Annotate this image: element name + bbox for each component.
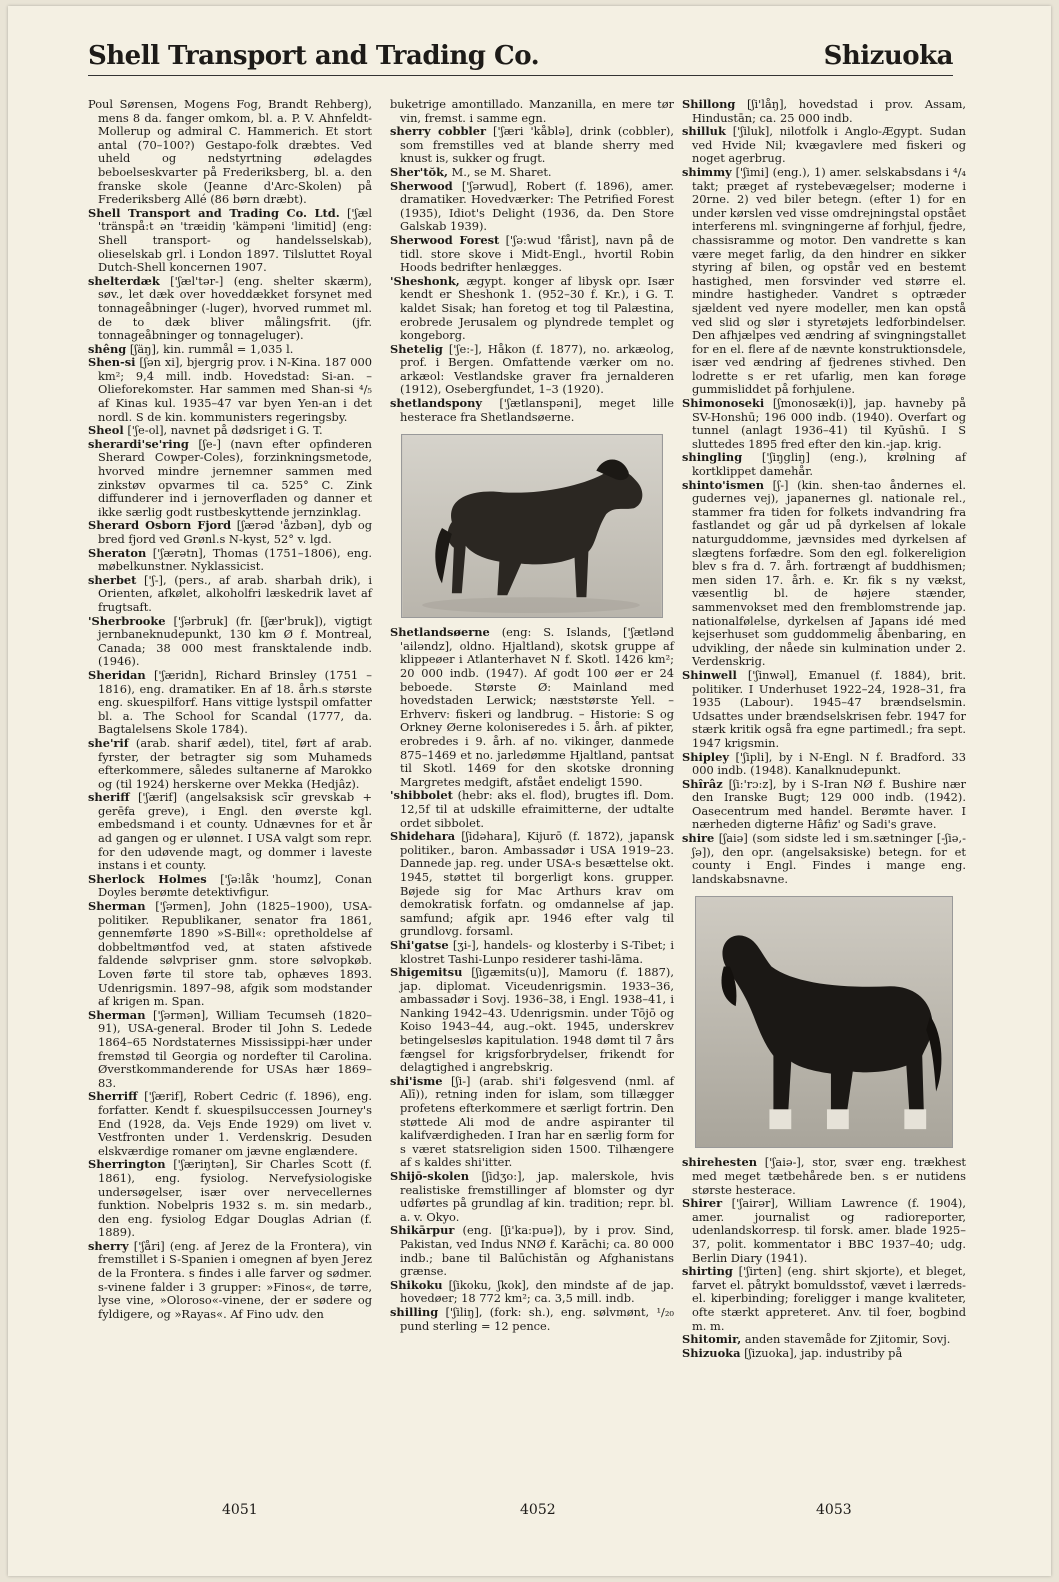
headword: shilluk <box>682 124 726 139</box>
entry-text: ægypt. konger af libysk opr. Især kendt er Sheshonk 1. (952–30 f. Kr.), i G. T. kaldet Sisak; han foretog et tog til Palæstina, erobrede Jerusalem og plyndrede templet og kongeborg. <box>400 273 674 343</box>
entry-text: buketrige amontillado. Manzanilla, en mere tør vin, fremst. i samme egn. <box>390 97 674 125</box>
entry-text: ['ʃə:låk 'houmz], Conan Doyles berømte detektivfigur. <box>98 871 373 900</box>
entry-text: (arab. sharif ædel), titel, ført af arab. fyrster, der betragter sig som Muhameds efterkommere, således sultanerne af Marokko og (til 1924) herskerne over Mekka (Hedjâz). <box>98 735 372 791</box>
entry <box>682 751 966 778</box>
headword: she'rif <box>88 735 129 750</box>
entry-text: [ʃidʒo:], jap. malerskole, hvis realistiske fremstillinger af blomster og dyr udførtes på grundlag af kin. tradition; repr. bl. a. v. Okyo. <box>400 1169 674 1224</box>
entry-text: anden stavemåde for Zjitomir, Sovj. <box>744 1332 951 1347</box>
column-2 <box>390 98 674 1333</box>
headword: Shîrâz <box>682 776 723 791</box>
entry <box>682 778 966 832</box>
header-right-title: Shizuoka <box>823 41 953 71</box>
headword: Shell Transport and Trading Co. Ltd. <box>88 205 340 220</box>
entry <box>88 1240 372 1322</box>
headword: sherry <box>88 1238 129 1253</box>
headword: Shigemitsu <box>390 965 463 980</box>
entry-text: ['ʃiluk], nilotfolk i Anglo-Ægypt. Sudan ved Hvide Nil; kvægavlere med fiskeri og noget agerbrug. <box>692 124 966 166</box>
entry <box>682 1333 966 1347</box>
entry <box>390 1279 674 1306</box>
headword: Sherwood Forest <box>390 232 500 247</box>
entry <box>390 234 674 275</box>
page-number-left: 4051 <box>222 1502 258 1518</box>
entry <box>88 1009 372 1091</box>
entry <box>88 98 372 207</box>
entry-text: ['ʃairər], William Lawrence (f. 1904), amer. journalist og radioreporter, udenlandskorresp. til forsk. amer. blade 1925–37, polit. kommentator i BBC 1937–40; udg. Berlin Diary (1941). <box>692 1196 966 1265</box>
entry <box>88 574 372 615</box>
headword: Sherman <box>88 899 146 914</box>
entry <box>682 832 966 886</box>
entry <box>682 125 966 166</box>
entry <box>390 275 674 343</box>
entry-text: [ʃmonosæk(i)], jap. havneby på SV-Honshū; 196 000 indb. (1940). Overfart og tunnel (anlagt 1936–41) til Kyūshū. I S sluttedes 1895 fred efter den kin.-jap. krig. <box>692 396 966 451</box>
headword: Shimonoseki <box>682 396 765 411</box>
entry-text: ['ʃaiə-], stor, svær eng. trækhest med meget tætbehårede ben. s er nutidens største hesterace. <box>692 1155 966 1197</box>
headword: shirehesten <box>682 1155 758 1170</box>
headword: Sher'tŏk, <box>390 164 448 179</box>
entry <box>390 98 674 125</box>
entry-text: ['ʃipli], by i N-Engl. N f. Bradford. 33 000 indb. (1948). Kanalknudepunkt. <box>692 749 966 778</box>
headword: Shipley <box>682 749 729 764</box>
entry <box>682 1347 966 1361</box>
entry-text: (eng. [ʃi'ka:puə]), by i prov. Sind, Pakistan, ved Indus NNØ f. Karāchi; ca. 80 000 indb.; bane til Balūchistān og Afghanistans grænse. <box>400 1223 674 1279</box>
headword: Shizuoka <box>682 1345 741 1360</box>
entry <box>682 479 966 669</box>
headword: Sheraton <box>88 545 147 560</box>
entry <box>88 791 372 873</box>
entry-text: [ʃi-] (arab. shi'i følgesvend (nml. af Alī)), retning inden for islam, som tillægger profetens efterkommere et særligt fortrin. Den støttede Ali mod de andre aspiranter til kalifværdigheden. I Iran har en særlig form for s været statsreligion siden 1500. Tilhængere af s kaldes shi'itter. <box>400 1073 675 1170</box>
shire-horse-illustration <box>696 897 952 1147</box>
headword: Shetelig <box>390 341 443 356</box>
entry <box>390 343 674 397</box>
entry-text: [ʃäŋ], kin. rummål = 1,035 l. <box>129 341 294 356</box>
headword: shi'isme <box>390 1073 443 1088</box>
entry <box>390 1306 674 1333</box>
entry-text: ['ʃe-ol], navnet på dødsriget i G. T. <box>127 423 323 438</box>
entry-text: ['ʃåri] (eng. af Jerez de la Frontera), vin fremstillet i S-Spanien i omegnen af byen Jerez de la Frontera. s findes i alle farver og sødmer. s-vinene falder i 3 grupper: »Finos«, de tørre, lyse vine, »Oloroso«-vinene, der er sødere og fyldigere, og »Rayas«. Af Fino udv. den <box>98 1238 372 1321</box>
entry-text: ['ʃe:-], Håkon (f. 1877), no. arkæolog, prof. i Bergen. Omfattende værker om no. arkæol: Vestlandske graver fra jernalderen (1912), Osebergfundet, 1–3 (1920). <box>400 341 674 397</box>
entry <box>682 1156 966 1197</box>
headword: 'Sherbrooke <box>88 613 166 628</box>
shetland-pony-photo <box>401 434 663 618</box>
entry-text: ['ʃərwud], Robert (f. 1896), amer. dramatiker. Hovedværker: The Petrified Forest (1935), Idiot's Delight (1936, da. Den Store Galskab 1939). <box>400 178 675 234</box>
entry-text: [ʃidəhara], Kijurō (f. 1872), japansk politiker., baron. Ambassadør i USA 1919–23. Dannede jap. reg. under USA-s besættelse okt. 1945, støttet til borgerligt kons. grupper. Bøjede sig for Mac Arthurs krav om demokratisk forfatn. og omdannelse af jap. samfund; afgik apr. 1946 efter valg til grundlovg. forsaml. <box>400 829 674 939</box>
entry <box>390 789 674 830</box>
headword: Shitomir, <box>682 1332 742 1347</box>
entry-text: ['ʃiliŋ], (fork: sh.), eng. sølvmønt, ¹/₂₀ pund sterling = 12 pence. <box>400 1304 674 1333</box>
entry <box>390 1170 674 1224</box>
entry-text: ['ʃinwəl], Emanuel (f. 1884), brit. politiker. I Underhuset 1922–24, 1928–31, fra 1935 (Labour). 1945–47 brændselsmin. Udsattes under brændselskrisen febr. 1947 for stærk kritik også fra egne partimedl.; fra sept. 1947 krigsmin. <box>692 667 967 750</box>
entry-text: ['ʃæri 'kåblə], drink (cobbler), som fremstilles ved at blande sherry med knust is, sukker og frugt. <box>400 124 674 166</box>
running-header <box>88 36 953 76</box>
column-3 <box>682 98 966 1360</box>
page-number-middle: 4052 <box>520 1502 556 1518</box>
header-left-title: Shell Transport and Trading Co. <box>88 41 540 71</box>
headword: Sherard Osborn Fjord <box>88 518 232 533</box>
entry <box>682 98 966 125</box>
headword: shirting <box>682 1264 733 1279</box>
entry <box>682 1197 966 1265</box>
entry <box>682 669 966 751</box>
headword: Sherlock Holmes <box>88 871 207 886</box>
entry-text: M., se M. Sharet. <box>451 164 552 179</box>
entry <box>88 669 372 737</box>
headword: Sheridan <box>88 667 146 682</box>
entry-text: ['ʃætlanspəni], meget lille hesterace fra Shetlandsøerne. <box>400 396 674 424</box>
encyclopedia-spread <box>8 6 1051 1576</box>
headword: Shen-si <box>88 355 136 370</box>
entry <box>88 275 372 343</box>
entry <box>88 873 372 900</box>
headword: Sherman <box>88 1007 146 1022</box>
entry <box>682 397 966 451</box>
entry-text: [ʃi'låŋ], hovedstad i prov. Assam, Hindustān; ca. 25 000 indb. <box>692 97 966 125</box>
entry-text: [ʃaiə] (som sidste led i sm.sætninger [-ʃiə,-ʃə]), den opr. (angelsaksiske) betegn. for et county i Engl. Findes i mange eng. landskabsnavne. <box>692 831 966 886</box>
entry <box>390 397 674 424</box>
entry <box>88 900 372 1009</box>
entry-text: [ʃe-] (navn efter opfinderen Sherard Cowper-Coles), forzinkningsmetode, hvorved mindre jernemner sammen med zinkstøv opvarmes til ca. 525° C. Zink diffunderer ind i jernoverfladen og danner et ikke særlig godt rustbeskyttende jernzinklag. <box>98 436 372 519</box>
entry-text: [ʒi-], handels- og klosterby i S-Tibet; i klostret Tashi-Lunpo residerer tashi-lāma. <box>400 937 674 966</box>
entry <box>88 356 372 424</box>
entry <box>88 438 372 520</box>
entry-text: [ʃ-] (kin. shen-tao åndernes el. gudernes vej), japanernes gl. nationale rel., stammer fra tiden for folkets indvandring fra fastlandet og går ud på dyrkelsen af lokale naturguddomme, jævnsides med dyrkelsen af slægtens forfædre. Som den egl. folkereligion blev s fra d. 7. årh. fortrængt af buddhismen; men siden 17. årh. e. Kr. fik s ny vækst, væsentlig bl. de højere stænder, sammenvokset med den fremblomstrende jap. nationalfølelse, dyrkelsen af Japans idé med kejserhuset som guddommelig åbenbaring, en udvikling, der nåede sin kulmination under 2. Verdenskrig. <box>692 477 967 669</box>
entry-text: ['ʃæriŋtən], Sir Charles Scott (f. 1861), eng. fysiolog. Nervefysiologiske undersøgelser, især over nervecellernes funktion. Nobelpris 1932 s. m. sin medarb., den eng. fysiolog Edgar Douglas Adrian (f. 1889). <box>98 1157 372 1240</box>
entry-text: ['ʃərmən], William Tecumseh (1820–91), USA-general. Broder til John S. Ledede 1864–65 Nordstaternes Mississippi-hær under fremstød til Georgia og nordefter til Carolina. Øverstkommanderende for USAs hær 1869–83. <box>98 1007 372 1090</box>
entry <box>682 1265 966 1333</box>
entry <box>390 1224 674 1278</box>
headword: shilling <box>390 1304 439 1319</box>
headword: 'Sheshonk, <box>390 273 460 288</box>
entry <box>390 830 674 939</box>
entry <box>88 547 372 574</box>
shetland-pony-illustration <box>402 435 662 617</box>
headword: Shijō-skolen <box>390 1169 470 1183</box>
entry-text: [ʃikoku, ʃkok], den mindste af de jap. hovedøer; 18 772 km²; ca. 3,5 mill. indb. <box>400 1277 674 1306</box>
headword: Shetlandsøerne <box>390 625 490 640</box>
entry <box>390 125 674 166</box>
headword: shimmy <box>682 164 732 179</box>
entry-text: (eng: S. Islands, ['ʃætlənd 'ailəndz], oldno. Hjaltland), skotsk gruppe af klippeøer i Atlanterhavet N f. Skotl. 1426 km²; 20 000 indb. (1947). Af godt 100 øer er 24 beboede. Største Ø: Mainland med hovedstaden Lerwick; næststørste Yell. – Erhverv: fiskeri og landbrug. – Historie: S og Orkney Øerne koloniseredes i 5. årh. af pikter, erobredes i 9. årh. af no. vikinger, danmede 875–1469 et no. jarledømme Hjaltland, pantsat til Skotl. 1469 for den skotske dronning Margretes medgift, afstået endeligt 1590. <box>400 625 674 789</box>
entry-text: ['ʃæl'tər-] (eng. shelter skærm), søv., let dæk over hoveddækket forsynet med tonnageåbninger (-luger), hvorved rummet ml. de to dæk bliver målingsfrit. (jfr. tonnageåbninger og tonnageluger). <box>98 273 372 343</box>
headword: Shillong <box>682 97 736 111</box>
headword: Shikoku <box>390 1277 443 1292</box>
page-number-right: 4053 <box>816 1502 852 1518</box>
headword: sheriff <box>88 790 130 805</box>
headword: sherbet <box>88 572 137 587</box>
headword: Sheol <box>88 423 124 438</box>
headword: shetlandspony <box>390 396 483 411</box>
entry <box>88 615 372 669</box>
entry-text: [ʃən xi], bjergrig prov. i N-Kina. 187 000 km²; 9,4 mill. indb. Hovedstad: Si-an. – Olieforekomster. Har sammen med Shan-si ⁴/₅ af Kinas kul. 1935–47 var byen Yen-an i det nordl. S de kin. kommunisters regeringsby. <box>98 355 372 424</box>
entry <box>682 166 966 397</box>
entry <box>88 1158 372 1240</box>
headword: Shirer <box>682 1196 723 1211</box>
headword: Shidehara <box>390 829 456 844</box>
entry <box>390 180 674 234</box>
entry-text: [ʃigæmits(u)], Mamoru (f. 1887), jap. diplomat. Viceudenrigsmin. 1933–36, ambassadør i Sovj. 1936–38, i Engl. 1938–41, i Nanking 1942–43. Udenrigsmin. under Tōjō og Koiso 1943–44, aug.–okt. 1945, underskrev betingelsesløs kapitulation. 1948 dømt til 7 års fængsel for krigsforbrydelser, frikendt for delagtighed i angrebskrig. <box>400 965 674 1075</box>
entry-text: [ʃizuoka], jap. industriby på <box>744 1345 903 1360</box>
entry-text: ['ʃimi] (eng.), 1) amer. selskabsdans i ⁴/₄ takt; præget af rystebevægelser; moderne i 20rne. 2) ved biler betegn. (efter 1) for en under kørslen ved visse omdrejningstal opstået interferens ml. svingningerne af forhjul, fjedre, chassisramme og motor. Den vandrette s kan være meget farlig, da den hindrer en sikker styring af bilen, og opstår ved en bestemt hastighed, men forsvinder ved større el. mindre hastigheder. Vandret s optræder sjældent ved nyere modeller, men kan opstå ved slid og slør i styretøjets ledforbindelser. Den afhjælpes ved ændring af svingningstallet for en el. flere af de nævnte konstruktionsdele, især ved ændring af fjedrenes stivhed. Den lodrette s er ret ufarlig, men kan forøge gummisliddet på forhjulene. <box>692 164 967 397</box>
entry <box>390 939 674 966</box>
entry <box>390 966 674 1075</box>
entry-text: Poul Sørensen, Mogens Fog, Brandt Rehberg), mens 8 da. fanger omkom, bl. a. P. V. Ahnfeldt-Mollerup og admiral C. Hammerich. Et stort antal (70–100?) Gestapo-folk dræbtes. Ved uheld og nedstyrtning ødelagdes beboelseskvarter på Frederiksberg, bl. a. den franske skole (Jeanne d'Arc-Skolen) på Frederiksberg Allé (86 børn dræbt). <box>88 97 372 207</box>
headword: shelterdæk <box>88 273 160 288</box>
headword: shêng <box>88 341 127 356</box>
entry-text: ['ʃærətn], Thomas (1751–1806), eng. møbelkunstner. Nyklassicist. <box>98 545 372 574</box>
headword: Sherrington <box>88 1157 166 1172</box>
headword: Sherriff <box>88 1089 138 1104</box>
entry-text: ['ʃærif] (angelsaksisk scīr grevskab + gerēfa greve), i Engl. den øverste kgl. embedsmand i et county. Udnævnes for et år ad gangen og er ulønnet. I USA valgt som repr. for den udøvende magt, og dommer i laveste instans i et county. <box>98 790 372 873</box>
entry-text: ['ʃə:wud 'fårist], navn på de tidl. store skove i Midt-Engl., hvortil Robin Hoods bedrifter henlægges. <box>400 232 675 275</box>
headword: Shinwell <box>682 667 737 682</box>
entry-text: ['ʃərbruk] (fr. [ʃær'bruk]), vigtigt jernbaneknudepunkt, 130 km Ø f. Montreal, Canada; 38 000 mest fransktalende indb. (1946). <box>98 613 372 669</box>
headword: shingling <box>682 450 743 465</box>
entry-text: ['ʃərmen], John (1825–1900), USA-politiker. Republikaner, senator fra 1861, gennemførte 1890 »S-Bill«: opretholdelse af dobbeltmøntfod ved, at staten afstivede faldende sølvpriser gnm. store sølvopkøb. Loven førte til store tab, ophæves 1893. Udenrigsmin. 1897–98, afgik som modstander af krigen m. Span. <box>98 899 372 1009</box>
entry <box>88 737 372 791</box>
entry-text: [ʃærəd 'åzbən], dyb og bred fjord ved Grønl.s N-kyst, 52° v. lgd. <box>98 518 372 546</box>
headword: shire <box>682 831 715 846</box>
entry-text: ['ʃ-], (pers., af arab. sharbah drik), i Orienten, afkølet, alkoholfri læskedrik lavet af frugtsaft. <box>98 572 372 614</box>
headword: Sherwood <box>390 178 453 193</box>
entry-text: ['ʃirten] (eng. shirt skjorte), et bleget, farvet el. påtrykt bomuldsstof, vævet i lærreds- el. kiperbinding; foreligger i mange kvaliteter, ofte stærkt appreteret. Anv. til foer, bogbind m. m. <box>692 1264 966 1333</box>
column-1 <box>88 98 372 1321</box>
entry <box>88 1090 372 1158</box>
entry <box>88 519 372 546</box>
entry <box>88 424 372 438</box>
headword: 'shibbolet <box>390 788 453 803</box>
entry <box>390 1075 674 1170</box>
entry-text: ['ʃærif], Robert Cedric (f. 1896), eng. forfatter. Kendt f. skuespilsuccessen Journey's End (1928, da. Vejs Ende 1929) om livet v. Vestfronten under 1. Verdenskrig. Desuden elskværdige romaner om jævne englændere. <box>98 1089 372 1158</box>
headword: sherry cobbler <box>390 124 486 139</box>
entry <box>390 626 674 789</box>
entry-text: (hebr: aks el. flod), brugtes ifl. Dom. 12,5f til at udskille efraimitterne, der udtalte ordet sibbolet. <box>400 788 674 830</box>
entry <box>88 343 372 357</box>
headword: Shikārpur <box>390 1223 455 1238</box>
shire-horse-photo <box>695 896 953 1148</box>
entry-text: ['ʃæl 'tränspå:t ən 'træidiŋ 'kämpəni 'limitid] (eng: Shell transport- og handelsselskab), olieselskab grl. i London 1897. Tilsluttet Royal Dutch-Shell koncernen 1907. <box>98 205 372 275</box>
headword: shinto'ismen <box>682 477 764 492</box>
headword: sherardi'se'ring <box>88 436 189 451</box>
entry-text: ['ʃæridn], Richard Brinsley (1751 –1816), eng. dramatiker. En af 18. årh.s største eng. skuespilforf. Hans vittige lystspil omfatter bl. a. The School for Scandal (1777, da. Bagtalelsens Skole 1784). <box>98 667 372 737</box>
entry <box>682 451 966 478</box>
entry-text: ['ʃiŋgliŋ] (eng.), krølning af kortklippet damehår. <box>692 450 966 479</box>
headword: Shi'gatse <box>390 937 449 952</box>
entry-text: [ʃi:'rɔ:z], by i S-Iran NØ f. Bushire nær den Iranske Bugt; 129 000 indb. (1942). Oasecentrum med handel. Berømte haver. I nærheden digterne Hâfiz' og Sadi's grave. <box>692 776 966 832</box>
entry <box>88 207 372 275</box>
entry <box>390 166 674 180</box>
